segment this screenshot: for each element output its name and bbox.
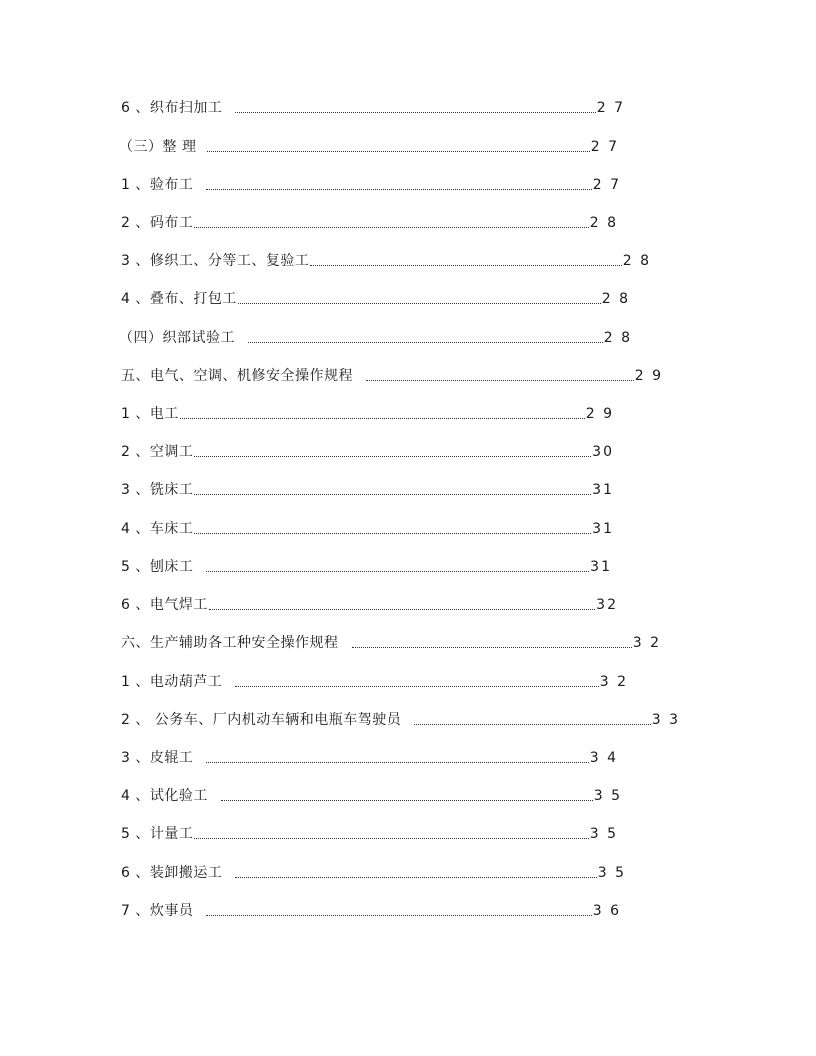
toc-entry[interactable] [121, 824, 618, 844]
toc-entry-title: 3 、铣床工 [121, 482, 194, 498]
toc-page-number: 32 [596, 597, 618, 613]
toc-page-number: 3 5 [597, 865, 626, 881]
toc-entry[interactable] [121, 404, 614, 424]
dot-leader [180, 404, 585, 424]
toc-entry[interactable] [119, 328, 632, 348]
toc-entry[interactable] [121, 595, 618, 615]
dot-leader [194, 519, 591, 539]
dot-leader [235, 98, 595, 118]
toc-page-number: 3 5 [593, 788, 622, 804]
toc-page-number: 31 [592, 482, 614, 498]
toc-entry-title: 1 、验布工 [121, 177, 194, 193]
toc-page-number: 30 [592, 444, 614, 460]
toc-page-number: 2 7 [590, 139, 619, 155]
toc-page-number: 2 8 [603, 330, 632, 346]
dot-leader [235, 672, 598, 692]
toc-entry[interactable] [121, 786, 622, 806]
dot-leader [206, 557, 589, 577]
toc-entry-title: 六、生产辅助各工种安全操作规程 [121, 635, 339, 651]
toc-entry-title: 2 、码布工 [121, 215, 194, 231]
toc-page-number: 2 7 [596, 100, 625, 116]
toc-entry-title: （四）织部试验工 [119, 330, 235, 346]
toc-page-number: 31 [592, 521, 614, 537]
dot-leader [206, 748, 588, 768]
dot-leader [235, 863, 596, 883]
dot-leader [221, 786, 593, 806]
toc-entry[interactable] [121, 175, 621, 195]
toc-entry-title: 1 、电动葫芦工 [121, 674, 223, 690]
dot-leader [206, 901, 591, 921]
dot-leader [352, 633, 632, 653]
toc-entry[interactable] [121, 710, 680, 730]
dot-leader [248, 328, 603, 348]
toc-entry-title: 1 、电工 [121, 406, 179, 422]
toc-page-number: 2 7 [592, 177, 621, 193]
toc-page-number: 2 9 [634, 368, 663, 384]
toc-page-number: 2 9 [585, 406, 614, 422]
toc-entry-title: 3 、皮辊工 [121, 750, 194, 766]
toc-entry[interactable] [121, 557, 612, 577]
toc-entry-title: 6 、织布扫加工 [121, 100, 223, 116]
toc-entry[interactable] [121, 519, 614, 539]
toc-page-number: 3 6 [592, 903, 621, 919]
dot-leader [194, 442, 591, 462]
toc-entry-title: 2 、 公务车、厂内机动车辆和电瓶车驾驶员 [121, 712, 402, 728]
toc-page-number: 31 [590, 559, 612, 575]
toc-entry[interactable] [121, 251, 651, 271]
toc-entry-title: 3 、修织工、分等工、复验工 [121, 253, 310, 269]
toc-entry-title: 4 、叠布、打包工 [121, 291, 237, 307]
toc-entry[interactable] [121, 863, 626, 883]
toc-page-number: 2 8 [622, 253, 651, 269]
dot-leader [194, 824, 588, 844]
dot-leader [366, 366, 634, 386]
toc-page-number: 2 8 [601, 291, 630, 307]
toc-entry-title: 5 、计量工 [121, 826, 194, 842]
toc-entry-title: 五、电气、空调、机修安全操作规程 [121, 368, 353, 384]
toc-entry-title: 4 、车床工 [121, 521, 194, 537]
dot-leader [194, 213, 588, 233]
toc-page-number: 3 3 [651, 712, 680, 728]
toc-entry[interactable] [119, 137, 619, 157]
toc-page-number: 3 2 [599, 674, 628, 690]
toc-entry[interactable] [121, 672, 628, 692]
toc-entry[interactable] [121, 289, 630, 309]
toc-entry[interactable] [121, 480, 614, 500]
toc-entry-title: 2 、空调工 [121, 444, 194, 460]
dot-leader [209, 595, 595, 615]
dot-leader [207, 137, 589, 157]
toc-page-number: 2 8 [589, 215, 618, 231]
toc-entry[interactable] [121, 901, 621, 921]
toc-entry[interactable] [121, 442, 614, 462]
toc-entry-title: 6 、电气焊工 [121, 597, 208, 613]
toc-entry-title: （三）整 理 [119, 139, 197, 155]
toc-entry-title: 5 、刨床工 [121, 559, 194, 575]
toc-entry-title: 7 、炊事员 [121, 903, 194, 919]
toc-entry-title: 4 、试化验工 [121, 788, 208, 804]
dot-leader [310, 251, 621, 271]
toc-page-number: 3 5 [589, 826, 618, 842]
toc-page-number: 3 4 [589, 750, 618, 766]
dot-leader [206, 175, 591, 195]
dot-leader [194, 480, 591, 500]
toc-entry[interactable] [121, 633, 661, 653]
toc-entry-title: 6 、装卸搬运工 [121, 865, 223, 881]
toc-entry[interactable] [121, 748, 618, 768]
toc-page-number: 3 2 [632, 635, 661, 651]
toc-entry[interactable] [121, 366, 663, 386]
toc-entry[interactable] [121, 213, 618, 233]
dot-leader [414, 710, 650, 730]
dot-leader [238, 289, 601, 309]
toc-entry[interactable] [121, 98, 625, 118]
